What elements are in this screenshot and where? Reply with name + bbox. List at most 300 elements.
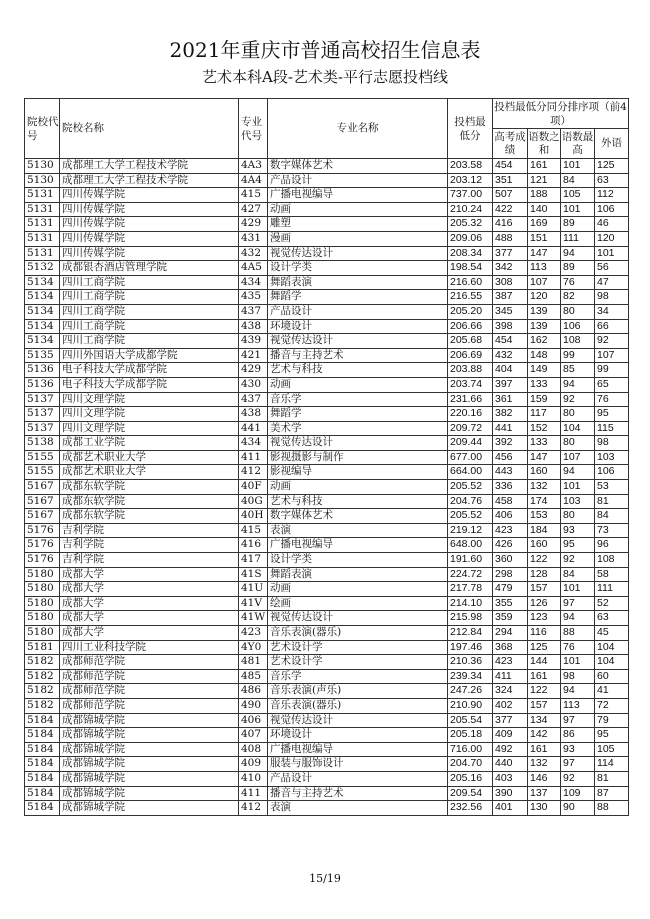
- cell-chn-math-max: 95: [561, 538, 595, 553]
- table-row: [25, 450, 629, 465]
- cell-foreign: 88: [595, 801, 629, 816]
- cell-chn-math-sum: 123: [528, 611, 561, 626]
- cell-major-name: 音乐表演(器乐): [268, 698, 448, 713]
- cell-school-name: 成都师范学院: [60, 684, 239, 699]
- cell-major-code: 429: [239, 363, 268, 378]
- cell-chn-math-sum: 157: [528, 582, 561, 597]
- cell-foreign: 63: [595, 173, 629, 188]
- cell-chn-math-sum: 161: [528, 159, 561, 174]
- cell-major-code: 415: [239, 523, 268, 538]
- table-row: [25, 742, 629, 757]
- cell-school-name: 成都大学: [60, 582, 239, 597]
- cell-major-name: 影视摄影与制作: [268, 450, 448, 465]
- cell-chn-math-sum: 133: [528, 377, 561, 392]
- cell-chn-math-max: 99: [561, 348, 595, 363]
- cell-foreign: 81: [595, 771, 629, 786]
- cell-chn-math-max: 93: [561, 523, 595, 538]
- cell-school-code: 5136: [25, 363, 60, 378]
- cell-min-score: 203.58: [448, 159, 493, 174]
- table-row: [25, 275, 629, 290]
- cell-major-code: 40H: [239, 509, 268, 524]
- cell-school-code: 5180: [25, 611, 60, 626]
- cell-school-code: 5137: [25, 407, 60, 422]
- cell-major-code: 4A5: [239, 261, 268, 276]
- table-row: [25, 655, 629, 670]
- cell-school-name: 四川工商学院: [60, 304, 239, 319]
- cell-gaokao: 390: [493, 786, 528, 801]
- cell-school-code: 5130: [25, 159, 60, 174]
- table-row: [25, 596, 629, 611]
- cell-chn-math-max: 93: [561, 742, 595, 757]
- cell-major-name: 美术学: [268, 421, 448, 436]
- cell-foreign: 46: [595, 217, 629, 232]
- cell-foreign: 106: [595, 202, 629, 217]
- cell-min-score: 216.55: [448, 290, 493, 305]
- cell-gaokao: 351: [493, 173, 528, 188]
- cell-major-name: 舞蹈学: [268, 290, 448, 305]
- cell-gaokao: 377: [493, 713, 528, 728]
- cell-chn-math-max: 97: [561, 713, 595, 728]
- cell-min-score: 197.46: [448, 640, 493, 655]
- cell-major-name: 动画: [268, 202, 448, 217]
- cell-chn-math-sum: 140: [528, 202, 561, 217]
- cell-chn-math-max: 98: [561, 669, 595, 684]
- cell-chn-math-sum: 184: [528, 523, 561, 538]
- cell-foreign: 104: [595, 655, 629, 670]
- cell-min-score: 203.12: [448, 173, 493, 188]
- table-row: [25, 363, 629, 378]
- cell-major-name: 环境设计: [268, 319, 448, 334]
- cell-major-code: 4Y0: [239, 640, 268, 655]
- cell-min-score: 209.44: [448, 436, 493, 451]
- cell-min-score: 198.54: [448, 261, 493, 276]
- cell-school-name: 成都理工大学工程技术学院: [60, 159, 239, 174]
- cell-min-score: 737.00: [448, 188, 493, 203]
- cell-major-name: 视觉传达设计: [268, 436, 448, 451]
- cell-chn-math-max: 97: [561, 596, 595, 611]
- cell-chn-math-max: 103: [561, 494, 595, 509]
- cell-major-code: 41W: [239, 611, 268, 626]
- admission-score-table: [24, 98, 629, 816]
- cell-major-code: 410: [239, 771, 268, 786]
- cell-school-name: 成都大学: [60, 596, 239, 611]
- cell-min-score: 210.90: [448, 698, 493, 713]
- cell-chn-math-max: 86: [561, 728, 595, 743]
- cell-school-name: 四川工商学院: [60, 319, 239, 334]
- cell-chn-math-sum: 160: [528, 538, 561, 553]
- table-row: [25, 304, 629, 319]
- cell-major-name: 环境设计: [268, 728, 448, 743]
- cell-major-name: 舞蹈学: [268, 407, 448, 422]
- cell-school-name: 四川传媒学院: [60, 217, 239, 232]
- cell-school-name: 成都锦城学院: [60, 713, 239, 728]
- table-row: [25, 348, 629, 363]
- cell-major-code: 485: [239, 669, 268, 684]
- cell-gaokao: 360: [493, 553, 528, 568]
- cell-school-code: 5182: [25, 655, 60, 670]
- cell-school-code: 5184: [25, 771, 60, 786]
- cell-major-name: 视觉传达设计: [268, 246, 448, 261]
- cell-school-code: 5134: [25, 334, 60, 349]
- cell-foreign: 81: [595, 494, 629, 509]
- cell-major-name: 舞蹈表演: [268, 567, 448, 582]
- cell-chn-math-max: 76: [561, 640, 595, 655]
- cell-school-code: 5134: [25, 319, 60, 334]
- cell-school-name: 四川传媒学院: [60, 202, 239, 217]
- cell-chn-math-sum: 122: [528, 684, 561, 699]
- cell-major-name: 艺术设计学: [268, 655, 448, 670]
- cell-major-name: 数字媒体艺术: [268, 159, 448, 174]
- cell-foreign: 112: [595, 188, 629, 203]
- cell-foreign: 52: [595, 596, 629, 611]
- cell-gaokao: 432: [493, 348, 528, 363]
- cell-chn-math-sum: 147: [528, 450, 561, 465]
- table-row: [25, 669, 629, 684]
- table-row: [25, 713, 629, 728]
- cell-major-code: 423: [239, 626, 268, 641]
- cell-gaokao: 441: [493, 421, 528, 436]
- cell-foreign: 125: [595, 159, 629, 174]
- cell-min-score: 219.12: [448, 523, 493, 538]
- cell-major-name: 视觉传达设计: [268, 611, 448, 626]
- cell-gaokao: 368: [493, 640, 528, 655]
- cell-major-code: 438: [239, 407, 268, 422]
- cell-school-code: 5184: [25, 728, 60, 743]
- cell-school-name: 四川工业科技学院: [60, 640, 239, 655]
- cell-foreign: 47: [595, 275, 629, 290]
- cell-major-name: 绘画: [268, 596, 448, 611]
- cell-major-code: 441: [239, 421, 268, 436]
- cell-school-name: 成都锦城学院: [60, 786, 239, 801]
- table-row: [25, 611, 629, 626]
- table-row: [25, 173, 629, 188]
- cell-major-name: 广播电视编导: [268, 188, 448, 203]
- table-row: [25, 231, 629, 246]
- cell-major-name: 服装与服饰设计: [268, 757, 448, 772]
- cell-chn-math-max: 80: [561, 407, 595, 422]
- cell-school-code: 5134: [25, 290, 60, 305]
- cell-min-score: 204.70: [448, 757, 493, 772]
- cell-school-code: 5134: [25, 275, 60, 290]
- cell-school-name: 成都大学: [60, 567, 239, 582]
- cell-min-score: 209.54: [448, 786, 493, 801]
- cell-major-name: 音乐学: [268, 392, 448, 407]
- cell-school-code: 5176: [25, 538, 60, 553]
- cell-gaokao: 355: [493, 596, 528, 611]
- cell-major-code: 411: [239, 786, 268, 801]
- cell-major-code: 40G: [239, 494, 268, 509]
- table-row: [25, 728, 629, 743]
- cell-gaokao: 377: [493, 246, 528, 261]
- cell-foreign: 98: [595, 290, 629, 305]
- cell-chn-math-max: 92: [561, 553, 595, 568]
- cell-chn-math-sum: 153: [528, 509, 561, 524]
- cell-foreign: 104: [595, 640, 629, 655]
- cell-gaokao: 345: [493, 304, 528, 319]
- table-row: [25, 640, 629, 655]
- cell-min-score: 204.76: [448, 494, 493, 509]
- header-foreign: 外语: [595, 129, 629, 159]
- cell-school-code: 5134: [25, 304, 60, 319]
- cell-min-score: 212.84: [448, 626, 493, 641]
- cell-school-name: 吉利学院: [60, 538, 239, 553]
- cell-major-code: 411: [239, 450, 268, 465]
- cell-min-score: 206.69: [448, 348, 493, 363]
- cell-chn-math-max: 85: [561, 363, 595, 378]
- cell-school-code: 5132: [25, 261, 60, 276]
- table-row: [25, 757, 629, 772]
- cell-chn-math-sum: 125: [528, 640, 561, 655]
- cell-min-score: 247.26: [448, 684, 493, 699]
- header-school-name: 院校名称: [60, 99, 239, 159]
- cell-major-code: 429: [239, 217, 268, 232]
- cell-major-code: 409: [239, 757, 268, 772]
- cell-major-code: 41U: [239, 582, 268, 597]
- table-row: [25, 246, 629, 261]
- cell-gaokao: 398: [493, 319, 528, 334]
- cell-foreign: 101: [595, 246, 629, 261]
- cell-min-score: 205.54: [448, 713, 493, 728]
- cell-min-score: 191.60: [448, 553, 493, 568]
- cell-gaokao: 426: [493, 538, 528, 553]
- cell-gaokao: 387: [493, 290, 528, 305]
- cell-gaokao: 422: [493, 202, 528, 217]
- cell-gaokao: 401: [493, 801, 528, 816]
- cell-foreign: 108: [595, 553, 629, 568]
- table-row: [25, 494, 629, 509]
- cell-chn-math-sum: 122: [528, 553, 561, 568]
- cell-major-name: 视觉传达设计: [268, 334, 448, 349]
- header-tiebreak-group: 投档最低分同分排序项（前4项）: [494, 100, 627, 127]
- cell-foreign: 34: [595, 304, 629, 319]
- cell-chn-math-sum: 159: [528, 392, 561, 407]
- cell-school-code: 5182: [25, 698, 60, 713]
- table-row: [25, 801, 629, 816]
- cell-school-code: 5182: [25, 669, 60, 684]
- cell-school-code: 5131: [25, 246, 60, 261]
- cell-foreign: 103: [595, 450, 629, 465]
- table-row: [25, 553, 629, 568]
- cell-chn-math-max: 101: [561, 655, 595, 670]
- cell-major-name: 表演: [268, 801, 448, 816]
- cell-school-name: 四川工商学院: [60, 275, 239, 290]
- table-row: [25, 509, 629, 524]
- cell-gaokao: 342: [493, 261, 528, 276]
- cell-foreign: 114: [595, 757, 629, 772]
- cell-chn-math-sum: 142: [528, 728, 561, 743]
- cell-chn-math-max: 80: [561, 436, 595, 451]
- cell-school-code: 5167: [25, 494, 60, 509]
- cell-major-code: 490: [239, 698, 268, 713]
- cell-foreign: 45: [595, 626, 629, 641]
- cell-major-code: 434: [239, 275, 268, 290]
- cell-major-name: 产品设计: [268, 173, 448, 188]
- cell-school-code: 5131: [25, 188, 60, 203]
- cell-gaokao: 294: [493, 626, 528, 641]
- table-row: [25, 392, 629, 407]
- table-body: [25, 159, 629, 816]
- cell-chn-math-max: 82: [561, 290, 595, 305]
- cell-major-code: 412: [239, 801, 268, 816]
- cell-major-name: 漫画: [268, 231, 448, 246]
- cell-gaokao: 308: [493, 275, 528, 290]
- cell-foreign: 98: [595, 436, 629, 451]
- cell-chn-math-max: 101: [561, 159, 595, 174]
- cell-school-name: 成都艺术职业大学: [60, 465, 239, 480]
- table-row: [25, 567, 629, 582]
- cell-school-name: 四川文理学院: [60, 407, 239, 422]
- cell-chn-math-max: 84: [561, 567, 595, 582]
- cell-major-name: 产品设计: [268, 771, 448, 786]
- table-row: [25, 202, 629, 217]
- cell-major-name: 艺术与科技: [268, 494, 448, 509]
- table-row: [25, 684, 629, 699]
- cell-foreign: 92: [595, 334, 629, 349]
- cell-gaokao: 423: [493, 655, 528, 670]
- cell-chn-math-sum: 149: [528, 363, 561, 378]
- cell-major-code: 4A4: [239, 173, 268, 188]
- cell-gaokao: 324: [493, 684, 528, 699]
- cell-school-code: 5180: [25, 596, 60, 611]
- cell-chn-math-sum: 137: [528, 786, 561, 801]
- cell-chn-math-sum: 151: [528, 231, 561, 246]
- cell-chn-math-sum: 160: [528, 465, 561, 480]
- cell-chn-math-sum: 133: [528, 436, 561, 451]
- cell-min-score: 203.74: [448, 377, 493, 392]
- cell-school-code: 5180: [25, 567, 60, 582]
- table-row: [25, 188, 629, 203]
- cell-gaokao: 488: [493, 231, 528, 246]
- cell-school-code: 5184: [25, 786, 60, 801]
- cell-chn-math-sum: 132: [528, 480, 561, 495]
- cell-major-name: 设计学类: [268, 261, 448, 276]
- cell-foreign: 76: [595, 392, 629, 407]
- cell-major-code: 4A3: [239, 159, 268, 174]
- table-row: [25, 290, 629, 305]
- cell-chn-math-sum: 157: [528, 698, 561, 713]
- cell-chn-math-sum: 120: [528, 290, 561, 305]
- cell-gaokao: 458: [493, 494, 528, 509]
- header-major-name: 专业名称: [268, 99, 448, 159]
- cell-foreign: 60: [595, 669, 629, 684]
- cell-major-code: 416: [239, 538, 268, 553]
- cell-chn-math-max: 106: [561, 319, 595, 334]
- cell-major-name: 艺术设计学: [268, 640, 448, 655]
- cell-major-code: 408: [239, 742, 268, 757]
- cell-school-name: 成都大学: [60, 626, 239, 641]
- cell-min-score: 214.10: [448, 596, 493, 611]
- cell-chn-math-sum: 144: [528, 655, 561, 670]
- cell-min-score: 210.24: [448, 202, 493, 217]
- cell-foreign: 95: [595, 407, 629, 422]
- cell-chn-math-max: 101: [561, 480, 595, 495]
- cell-school-name: 成都锦城学院: [60, 771, 239, 786]
- cell-major-name: 艺术与科技: [268, 363, 448, 378]
- cell-foreign: 63: [595, 611, 629, 626]
- cell-foreign: 65: [595, 377, 629, 392]
- cell-min-score: 209.06: [448, 231, 493, 246]
- cell-gaokao: 479: [493, 582, 528, 597]
- cell-school-name: 成都东软学院: [60, 509, 239, 524]
- cell-chn-math-max: 89: [561, 261, 595, 276]
- cell-school-name: 吉利学院: [60, 523, 239, 538]
- cell-major-name: 产品设计: [268, 304, 448, 319]
- cell-school-name: 成都师范学院: [60, 655, 239, 670]
- cell-foreign: 96: [595, 538, 629, 553]
- cell-chn-math-max: 108: [561, 334, 595, 349]
- cell-foreign: 53: [595, 480, 629, 495]
- page-number: 15/19: [309, 872, 341, 885]
- cell-school-code: 5184: [25, 801, 60, 816]
- cell-major-name: 动画: [268, 377, 448, 392]
- cell-min-score: 239.34: [448, 669, 493, 684]
- cell-chn-math-sum: 134: [528, 713, 561, 728]
- cell-chn-math-max: 94: [561, 465, 595, 480]
- table-row: [25, 159, 629, 174]
- cell-school-name: 四川传媒学院: [60, 188, 239, 203]
- cell-gaokao: 382: [493, 407, 528, 422]
- cell-major-code: 437: [239, 304, 268, 319]
- cell-chn-math-max: 109: [561, 786, 595, 801]
- cell-chn-math-max: 88: [561, 626, 595, 641]
- cell-foreign: 105: [595, 742, 629, 757]
- cell-foreign: 72: [595, 698, 629, 713]
- cell-chn-math-sum: 126: [528, 596, 561, 611]
- table-row: [25, 771, 629, 786]
- cell-min-score: 205.32: [448, 217, 493, 232]
- cell-major-name: 音乐学: [268, 669, 448, 684]
- table-row: [25, 261, 629, 276]
- cell-chn-math-sum: 148: [528, 348, 561, 363]
- cell-school-code: 5131: [25, 217, 60, 232]
- cell-chn-math-max: 107: [561, 450, 595, 465]
- cell-school-name: 成都师范学院: [60, 698, 239, 713]
- document-title: 2021年重庆市普通高校招生信息表: [169, 38, 481, 62]
- cell-major-name: 动画: [268, 480, 448, 495]
- cell-school-code: 5137: [25, 421, 60, 436]
- cell-school-name: 成都锦城学院: [60, 742, 239, 757]
- table-row: [25, 465, 629, 480]
- cell-major-name: 设计学类: [268, 553, 448, 568]
- cell-gaokao: 454: [493, 159, 528, 174]
- table-row: [25, 698, 629, 713]
- cell-major-name: 音乐表演(器乐): [268, 626, 448, 641]
- cell-min-score: 220.16: [448, 407, 493, 422]
- cell-chn-math-max: 113: [561, 698, 595, 713]
- cell-school-code: 5184: [25, 742, 60, 757]
- cell-major-code: 439: [239, 334, 268, 349]
- cell-chn-math-sum: 174: [528, 494, 561, 509]
- cell-gaokao: 423: [493, 523, 528, 538]
- cell-school-name: 四川传媒学院: [60, 246, 239, 261]
- cell-gaokao: 404: [493, 363, 528, 378]
- cell-gaokao: 416: [493, 217, 528, 232]
- cell-school-name: 四川外国语大学成都学院: [60, 348, 239, 363]
- cell-school-code: 5135: [25, 348, 60, 363]
- cell-major-name: 数字媒体艺术: [268, 509, 448, 524]
- table-row: [25, 319, 629, 334]
- cell-chn-math-max: 94: [561, 684, 595, 699]
- cell-min-score: 224.72: [448, 567, 493, 582]
- cell-chn-math-max: 97: [561, 757, 595, 772]
- cell-gaokao: 409: [493, 728, 528, 743]
- cell-chn-math-sum: 121: [528, 173, 561, 188]
- cell-school-code: 5184: [25, 713, 60, 728]
- cell-gaokao: 411: [493, 669, 528, 684]
- header-gaokao: 高考成绩: [493, 129, 528, 159]
- table-row: [25, 786, 629, 801]
- cell-major-code: 40F: [239, 480, 268, 495]
